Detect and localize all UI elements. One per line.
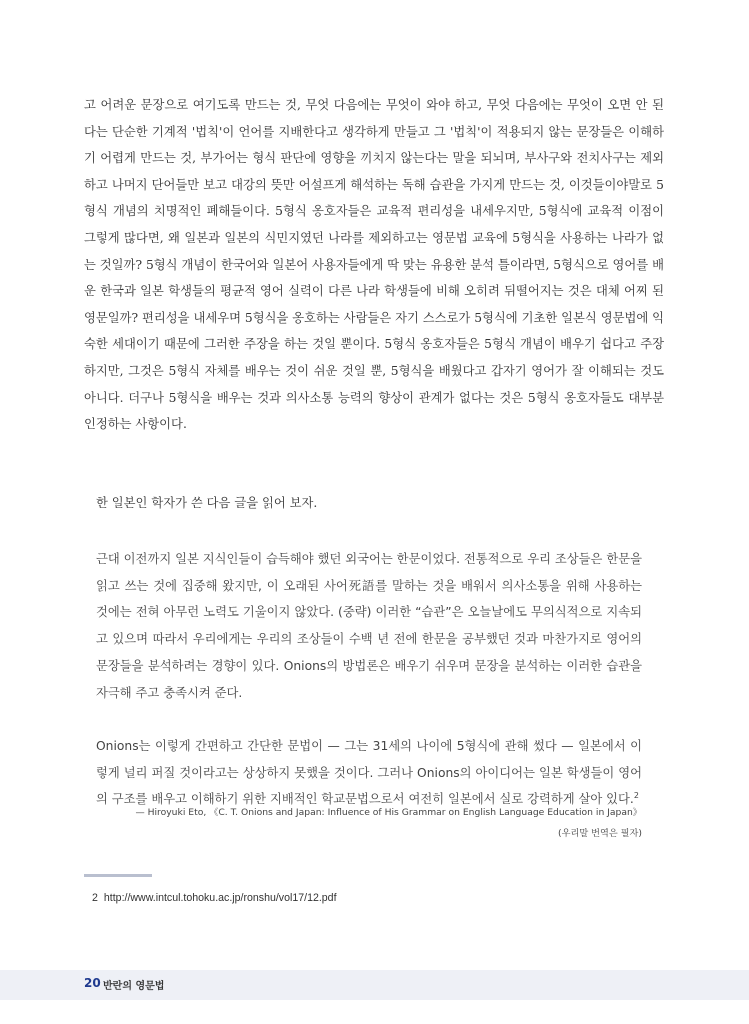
- translation-note: (우리말 번역은 필자): [557, 828, 642, 839]
- block-quote-paragraph-1: 근대 이전까지 일본 지식인들이 습득해야 했던 외국어는 한문이었다. 전통적으로 우리 조상들은 한문을 읽고 쓰는 것에 집중해 왔지만, 이 오래된 사어死語를 말하는 것을 배워서 의사소통을 위해 사용하는 것에는 전혀 아무런 노력도 기울이지 않았다. (중략) 이러한 “습관”은 오늘날에도 무의식적으로 지속되고 있으며 따라서 우리에게는 우리의 조상들이 수백 년 전에 한문을 공부했던 것과 마찬가지로 영어의 문장들을 분석하려는 경향이 있다. Onions의 방법론은 배우기 쉬우며 문장을 분석하는 이러한 습관을 자극해 주고 충족시켜 준다.: [96, 552, 642, 700]
- block-quote-paragraph-2: [96, 733, 642, 813]
- page-number: 20: [84, 976, 101, 990]
- footnote-url-link[interactable]: http://www.intcul.tohoku.ac.jp/ronshu/vol17/12.pdf: [103, 892, 337, 904]
- footnote: [92, 892, 337, 904]
- quote-citation: — Hiroyuki Eto, 《C. T. Onions and Japan: Influence of His Grammar on English Language Education in Japan》: [135, 807, 642, 818]
- quote-lead-in: 한 일본인 학자가 쓴 다음 글을 읽어 보자.: [96, 496, 318, 510]
- running-book-title: 반란의 영문법: [103, 981, 165, 992]
- body-paragraph: 고 어려운 문장으로 여기도록 만드는 것, 무엇 다음에는 무엇이 와야 하고, 무엇 다음에는 무엇이 오면 안 된다는 단순한 기계적 '법칙'이 언어를 지배한다고 생각하게 만들고 그 '법칙'이 적용되지 않는 문장들은 이해하기 어렵게 만드는 것, 부가어는 형식 판단에 영향을 끼치지 않는다는 말을 되뇌며, 부사구와 전치사구는 제외하고 나머지 단어들만 보고 대강의 뜻만 어설프게 해석하는 독해 습관을 가지게 만드는 것, 이것들이야말로 5형식 개념의 치명적인 폐해들이다. 5형식 옹호자들은 교육적 편리성을 내세우지만, 5형식에 교육적 이점이 그렇게 많다면, 왜 일본과 일본의 식민지였던 나라를 제외하고는 영문법 교육에 5형식을 사용하는 나라가 없는 것일까? 5형식 개념이 한국어와 일본어 사용자들에게 딱 맞는 유용한 분석 틀이라면, 5형식으로 영어를 배운 한국과 일본 학생들의 평균적 영어 실력이 다른 나라 학생들에 비해 오히려 뒤떨어지는 것은 대체 어찌 된 영문일까? 편리성을 내세우며 5형식을 옹호하는 사람들은 자기 스스로가 5형식에 기초한 일본식 영문법에 익숙한 세대이기 때문에 그러한 주장을 하는 것일 뿐이다. 5형식 옹호자들은 5형식 개념이 배우기 쉽다고 주장하지만, 그것은 5형식 자체를 배우는 것이 쉬운 것일 뿐, 5형식을 배웠다고 갑자기 영어가 잘 이해되는 것도 아니다. 더구나 5형식을 배우는 것과 의사소통 능력의 향상이 관계가 없다는 것은 5형식 옹호자들도 대부분 인정하는 사항이다.: [84, 98, 664, 432]
- block-quote-paragraph-2-text: Onions는 이렇게 간편하고 간단한 문법이 — 그는 31세의 나이에 5형식에 관해 썼다 — 일본에서 이렇게 널리 퍼질 것이라고는 상상하지 못했을 것이다. 그러나 Onions의 아이디어는 일본 학생들이 영어의 구조를 배우고 이해하기 위한 지배적인 학교문법으로서 여전히 일본에서 실로 강력하게 살아 있다.: [96, 739, 642, 807]
- footnote-number: 2: [92, 892, 98, 904]
- footnote-divider: [84, 874, 152, 877]
- footnote-reference[interactable]: 2: [633, 791, 639, 801]
